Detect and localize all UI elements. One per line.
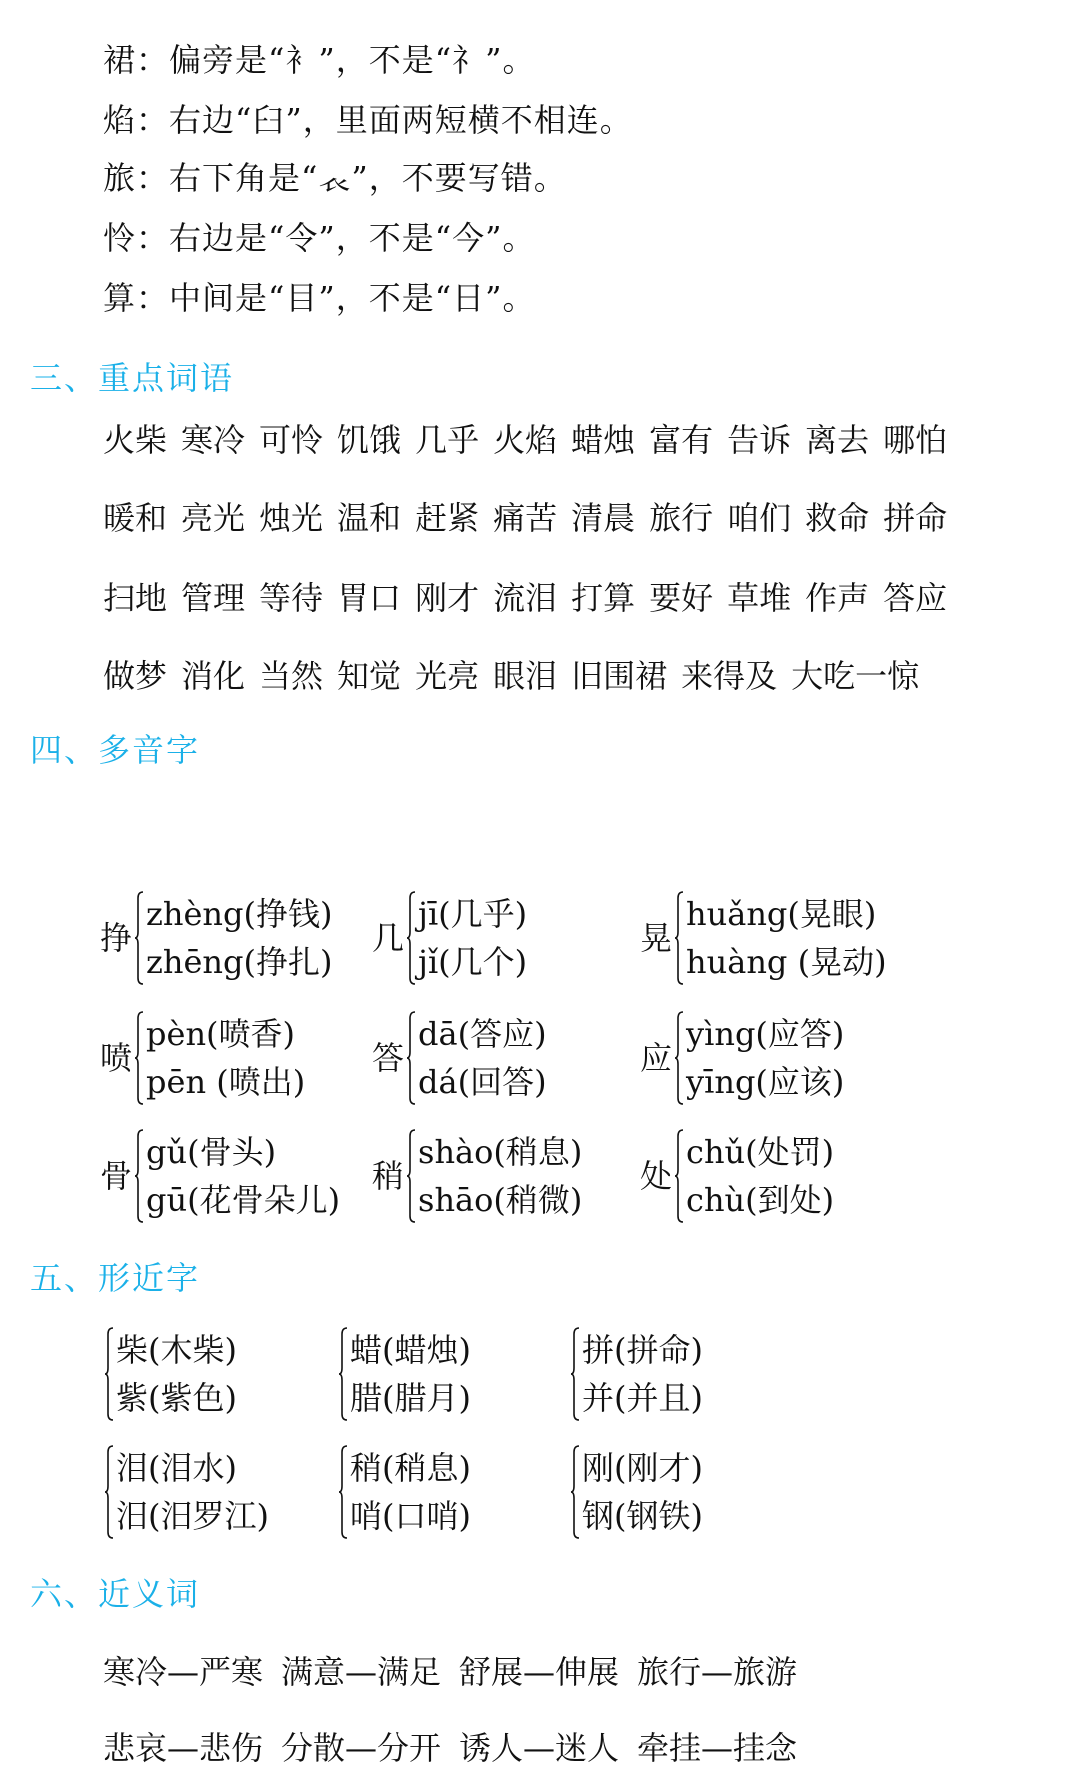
brace-icon: [674, 890, 684, 986]
similar-char-item: 哨(口哨): [350, 1497, 471, 1535]
brace-icon: [134, 1010, 144, 1106]
section-heading-key-words: 三、重点词语: [30, 359, 235, 397]
polyphone-reading: yìng(应答): [686, 1015, 845, 1053]
similar-char-group: [338, 1444, 471, 1540]
note-line: 裙：偏旁是“衤”，不是“礻”。: [103, 41, 536, 79]
synonym-pair: 牵挂—挂念: [637, 1729, 798, 1767]
word: 饥饿: [337, 421, 402, 459]
similar-char-group: [570, 1326, 703, 1422]
word: 咱们: [727, 499, 792, 537]
note-line: 算：中间是“目”，不是“日”。: [103, 279, 536, 317]
section-heading-polyphones: 四、多音字: [30, 731, 201, 769]
similar-char-item: 钢(钢铁): [582, 1497, 703, 1535]
polyphone-reading: pèn(喷香): [146, 1015, 296, 1053]
word: 赶紧: [415, 499, 480, 537]
synonym-row: [103, 1652, 815, 1692]
word: 寒冷: [181, 421, 246, 459]
polyphone-reading: zhēng(挣扎): [146, 943, 333, 981]
word: 暖和: [103, 499, 168, 537]
polyphone-reading: jī(几乎): [418, 895, 528, 933]
polyphone-char: 几: [372, 919, 405, 957]
polyphone-reading: jǐ(几个): [418, 943, 528, 981]
brace-icon: [406, 890, 416, 986]
polyphone-reading: chù(到处): [686, 1181, 835, 1219]
note-line: 怜：右边是“令”，不是“今”。: [103, 219, 536, 257]
similar-char-item: 稍(稍息): [350, 1449, 471, 1487]
brace-icon: [338, 1444, 348, 1540]
word: 几乎: [415, 421, 480, 459]
polyphone-group: [372, 890, 527, 986]
polyphone-char: 处: [640, 1157, 673, 1195]
similar-char-item: 泪(泪水): [116, 1449, 237, 1487]
word: 清晨: [571, 499, 636, 537]
word: 做梦: [103, 657, 168, 695]
synonym-pair: 旅行—旅游: [637, 1653, 798, 1691]
polyphone-reading: pēn (喷出): [146, 1063, 306, 1101]
word: 刚才: [415, 579, 480, 617]
polyphone-char: 稍: [372, 1157, 405, 1195]
note-line: 焰：右边“臼”，里面两短横不相连。: [103, 101, 633, 139]
similar-char-item: 并(并且): [582, 1379, 703, 1417]
word: 胃口: [337, 579, 402, 617]
polyphone-reading: yīng(应该): [686, 1063, 845, 1101]
word: 扫地: [103, 579, 168, 617]
word: 温和: [337, 499, 402, 537]
polyphone-reading: zhèng(挣钱): [146, 895, 333, 933]
word: 草堆: [727, 579, 792, 617]
polyphone-group: [640, 1128, 834, 1224]
synonym-pair: 悲哀—悲伤: [103, 1729, 264, 1767]
word: 哪怕: [883, 421, 948, 459]
similar-char-item: 紫(紫色): [116, 1379, 237, 1417]
polyphone-reading: shāo(稍微): [418, 1181, 583, 1219]
brace-icon: [406, 1010, 416, 1106]
word: 要好: [649, 579, 714, 617]
brace-icon: [570, 1326, 580, 1422]
synonym-pair: 分散—分开: [281, 1729, 442, 1767]
similar-char-item: 拼(拼命): [582, 1331, 703, 1369]
word: 流泪: [493, 579, 558, 617]
brace-icon: [406, 1128, 416, 1224]
polyphone-char: 骨: [100, 1157, 133, 1195]
brace-icon: [338, 1326, 348, 1422]
brace-icon: [134, 1128, 144, 1224]
similar-char-item: 柴(木柴): [116, 1331, 237, 1369]
similar-char-item: 汨(汨罗江): [116, 1497, 269, 1535]
word: 蜡烛: [571, 421, 636, 459]
polyphone-group: [372, 1128, 582, 1224]
word: 烛光: [259, 499, 324, 537]
polyphone-group: [100, 890, 333, 986]
word: 知觉: [337, 657, 402, 695]
similar-char-group: [104, 1444, 269, 1540]
word: 告诉: [727, 421, 792, 459]
word: 火柴: [103, 421, 168, 459]
similar-char-item: 腊(腊月): [350, 1379, 471, 1417]
word: 痛苦: [493, 499, 558, 537]
word: 作声: [805, 579, 870, 617]
brace-icon: [104, 1444, 114, 1540]
polyphone-reading: gū(花骨朵儿): [146, 1181, 341, 1219]
similar-char-group: [104, 1326, 237, 1422]
word-row: [103, 498, 961, 538]
polyphone-char: 答: [372, 1039, 405, 1077]
word-row: [103, 420, 961, 460]
brace-icon: [674, 1010, 684, 1106]
similar-char-item: 蜡(蜡烛): [350, 1331, 471, 1369]
word: 答应: [883, 579, 948, 617]
word: 旧围裙: [571, 657, 668, 695]
synonym-pair: 舒展—伸展: [459, 1653, 620, 1691]
word: 打算: [571, 579, 636, 617]
synonym-pair: 满意—满足: [281, 1653, 442, 1691]
word: 离去: [805, 421, 870, 459]
note-line: 旅：右下角是“𧘇”，不要写错。: [103, 159, 567, 197]
word-row: [103, 656, 933, 696]
word: 当然: [259, 657, 324, 695]
brace-icon: [674, 1128, 684, 1224]
word: 亮光: [181, 499, 246, 537]
word: 管理: [181, 579, 246, 617]
polyphone-reading: shào(稍息): [418, 1133, 583, 1171]
word: 火焰: [493, 421, 558, 459]
word: 等待: [259, 579, 324, 617]
polyphone-group: [100, 1128, 340, 1224]
word: 光亮: [415, 657, 480, 695]
word: 拼命: [883, 499, 948, 537]
polyphone-char: 喷: [100, 1039, 133, 1077]
synonym-pair: 寒冷—严寒: [103, 1653, 264, 1691]
section-heading-synonyms: 六、近义词: [30, 1575, 201, 1613]
section-heading-similar-chars: 五、形近字: [30, 1259, 201, 1297]
synonym-row: [103, 1728, 815, 1768]
polyphone-char: 挣: [100, 919, 133, 957]
brace-icon: [104, 1326, 114, 1422]
word: 来得及: [681, 657, 778, 695]
polyphone-group: [640, 1010, 844, 1106]
word: 眼泪: [493, 657, 558, 695]
brace-icon: [134, 890, 144, 986]
polyphone-reading: huǎng(晃眼): [686, 895, 877, 933]
brace-icon: [570, 1444, 580, 1540]
word: 消化: [181, 657, 246, 695]
similar-char-item: 刚(刚才): [582, 1449, 703, 1487]
word: 可怜: [259, 421, 324, 459]
polyphone-reading: gǔ(骨头): [146, 1133, 277, 1171]
polyphone-char: 应: [640, 1039, 673, 1077]
similar-char-group: [570, 1444, 703, 1540]
word: 救命: [805, 499, 870, 537]
word-row: [103, 578, 961, 618]
word: 大吃一惊: [791, 657, 920, 695]
word: 旅行: [649, 499, 714, 537]
similar-char-group: [338, 1326, 471, 1422]
word: 富有: [649, 421, 714, 459]
polyphone-group: [640, 890, 887, 986]
polyphone-group: [100, 1010, 305, 1106]
synonym-pair: 诱人—迷人: [459, 1729, 620, 1767]
polyphone-reading: huàng (晃动): [686, 943, 887, 981]
polyphone-reading: dā(答应): [418, 1015, 547, 1053]
polyphone-reading: chǔ(处罚): [686, 1133, 835, 1171]
polyphone-group: [372, 1010, 547, 1106]
polyphone-reading: dá(回答): [418, 1063, 547, 1101]
polyphone-char: 晃: [640, 919, 673, 957]
